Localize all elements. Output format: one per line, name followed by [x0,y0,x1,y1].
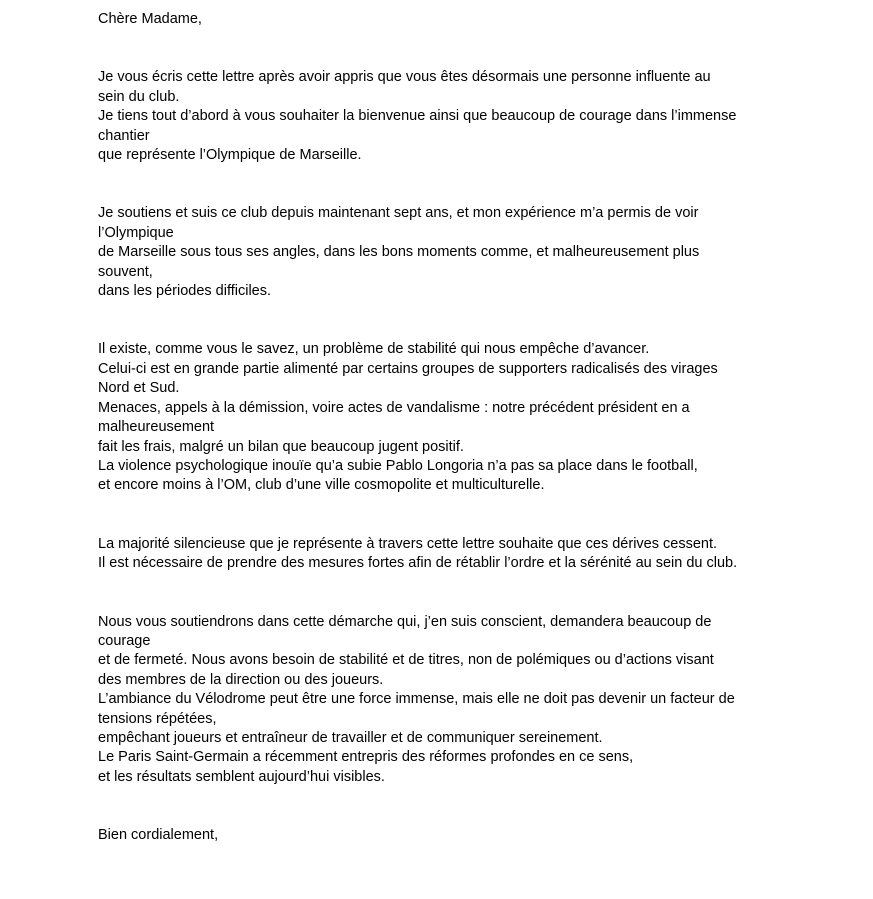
text-line: l’Olympique [98,224,174,241]
paragraph-commitment [98,613,838,788]
letter-document [98,10,838,846]
paragraph-stability [98,340,838,495]
paragraph-welcome [98,68,838,165]
paragraph-support [98,204,838,301]
text-line: Je tiens tout d’abord à vous souhaiter la bienvenue ainsi que beaucoup de courage dans l’immense [98,108,737,125]
text-line: Il est nécessaire de prendre des mesures fortes afin de rétablir l’ordre et la sérénité au sein du club. [98,555,738,572]
paragraph-spacer [98,301,838,340]
text-line: et encore moins à l’OM, club d’une ville cosmopolite et multiculturelle. [98,477,545,494]
text-line: souvent, [98,263,153,280]
salutation: Chère Madame, [98,11,202,27]
text-line: et les résultats semblent aujourd’hui visibles. [98,768,385,785]
paragraph-spacer [98,29,838,68]
text-line: chantier [98,127,150,144]
text-line: Menaces, appels à la démission, voire actes de vandalisme : notre précédent président en a [98,399,690,416]
text-line: Il existe, comme vous le savez, un problème de stabilité qui nous empêche d’avancer. [98,341,650,358]
text-line: de Marseille sous tous ses angles, dans les bons moments comme, et malheureusement plus [98,244,700,261]
text-line: Nous vous soutiendrons dans cette démarche qui, j’en suis conscient, demandera beaucoup de [98,613,712,630]
text-line: Nord et Sud. [98,380,180,397]
text-line: L’ambiance du Vélodrome peut être une force immense, mais elle ne doit pas devenir un facteur de [98,691,735,708]
paragraph-spacer [98,787,838,826]
text-line: La violence psychologique inouïe qu’a subie Pablo Longoria n’a pas sa place dans le football, [98,457,698,474]
text-line: Celui-ci est en grande partie alimenté par certains groupes de supporters radicalisés des virages [98,360,718,377]
text-line: des membres de la direction ou des joueurs. [98,671,384,688]
text-line: La majorité silencieuse que je représente à travers cette lettre souhaite que ces dérives cessent. [98,535,718,552]
text-line: que représente l’Olympique de Marseille. [98,147,362,164]
text-line: fait les frais, malgré un bilan que beaucoup jugent positif. [98,438,464,455]
text-line: sein du club. [98,88,180,105]
paragraph-spacer [98,496,838,535]
text-line: Le Paris Saint-Germain a récemment entrepris des réformes profondes en ce sens, [98,749,634,766]
text-line: Je soutiens et suis ce club depuis maintenant sept ans, et mon expérience m’a permis de voir [98,205,699,222]
paragraph-spacer [98,165,838,204]
text-line: dans les périodes difficiles. [98,283,272,300]
text-line: et de fermeté. Nous avons besoin de stabilité et de titres, non de polémiques ou d’actions visant [98,652,714,669]
paragraph-majority [98,535,838,574]
text-line: malheureusement [98,419,215,436]
text-line: empêchant joueurs et entraîneur de travailler et de communiquer sereinement. [98,729,603,746]
paragraph-spacer [98,574,838,613]
text-line: tensions répétées, [98,710,217,727]
text-line: courage [98,632,151,649]
closing: Bien cordialement, [98,827,219,844]
text-line: Je vous écris cette lettre après avoir appris que vous êtes désormais une personne influente au [98,69,711,86]
